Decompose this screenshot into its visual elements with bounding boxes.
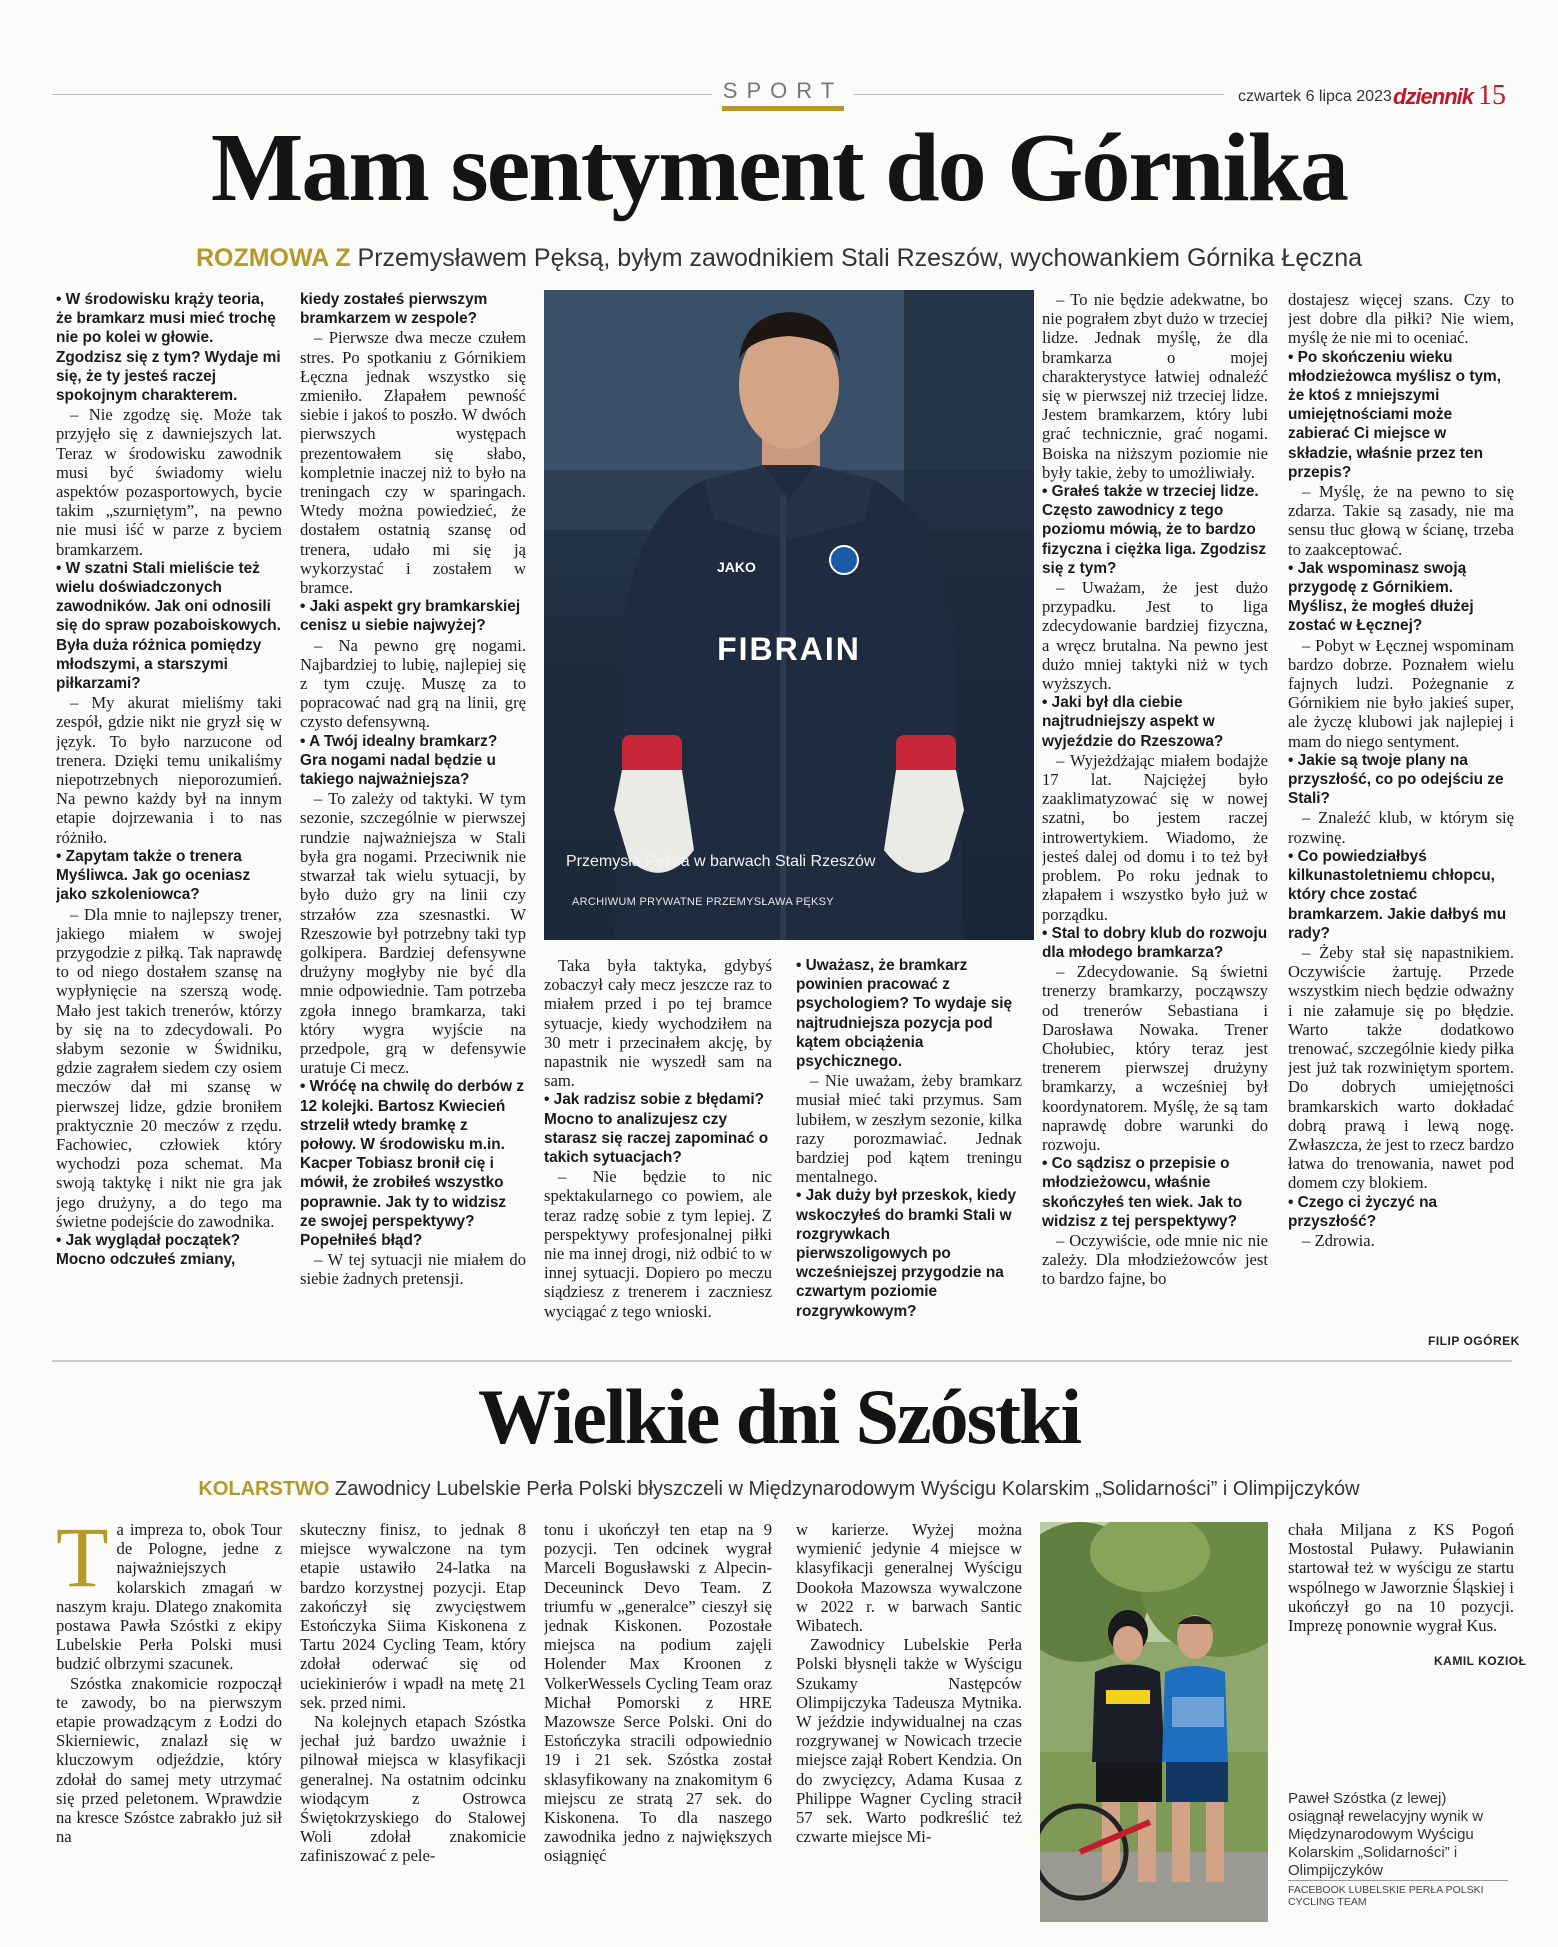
section-rule — [722, 106, 844, 111]
paragraph: chała Miljana z KS Pogoń Mostostal Puławy. Puławianin startował też w wyścigu ze startu wspólnego w Jaworznie Śląskiej i ukończył go na 10 pozycji. Imprezę ponownie wygrał Kus. — [1288, 1520, 1514, 1636]
article-2-deck: Zawodnicy Lubelskie Perła Polski błyszczeli w Międzynarodowym Wyścigu Kolarskim „Solidarności” i Olimpijczyków — [335, 1478, 1360, 1500]
interview-answer: – W tej sytuacji nie miałem do siebie żadnych pretensji. — [300, 1250, 526, 1289]
interview-question: • Jaki aspekt gry bramkarskiej cenisz u siebie najwyżej? — [300, 598, 521, 635]
interview-question: • Jaki był dla ciebie najtrudniejszy aspekt w wyjeździe do Rzeszowa? — [1042, 694, 1224, 750]
paragraph: a impreza to, obok Tour de Pologne, jedne z najważniejszych kolarskich zmagań w naszym kraju. Dlatego znakomita postawa Pawła Szóstki z ekipy Lubelskie Perła Polski musi budzić olbrzymi szacunek. — [56, 1520, 282, 1674]
interview-question: • Czego ci życzyć na przyszłość? — [1288, 1193, 1438, 1230]
paragraph: w karierze. Wyżej można wymienić jedynie 4 miejsce w klasyfikacji generalnej Wyścigu Dookoła Mazowsza wywalczone w 2022 r. w barwach Santic Wibatech. — [796, 1520, 1022, 1636]
article-2-title: Wielkie dni Szóstki — [477, 1373, 1081, 1460]
interview-answer: – Zdrowia. — [1302, 1230, 1375, 1250]
interview-question: • Jak wspominasz swoją przygodę z Górnikiem. Myślisz, że mogłeś dłużej zostać w Łęcznej? — [1288, 559, 1474, 635]
article-1-subtitle — [0, 244, 1558, 273]
interview-answer: – Myślę, że na pewno to się zdarza. Takie są zasady, nie ma sensu tłuc głową w ścianę, trzeba to zaakceptować. — [1288, 482, 1514, 559]
article-1-deck: Przemysławem Pęksą, byłym zawodnikiem Stali Rzeszów, wychowankiem Górnika Łęczna — [357, 244, 1363, 272]
interview-answer: – Wyjeżdżając miałem bodajże 17 lat. Najciężej było zaaklimatyzować się w nowej szatni, bo jestem raczej introwertykiem. Wiadomo, że jesteś dalej od domu i to też był problem. Po roku jednak to złapałem i wszystko było już w porządku. — [1042, 750, 1268, 924]
article-2-column-3 — [544, 1520, 772, 1930]
drop-cap: T — [56, 1520, 109, 1605]
interview-answer: – Oczywiście, ode mnie nic nie zależy. Dla młodzieżowców jest to bardzo fajne, bo — [1042, 1230, 1268, 1289]
article-1-column-1 — [56, 290, 282, 1354]
interview-question: • Grałeś także w trzeciej lidze. Często zawodnicy z tego poziomu mówią, że to bardzo fizyczna i ciężka liga. Zgodzisz się z tym? — [1042, 483, 1267, 577]
article-1-column-3 — [544, 956, 772, 1354]
interview-answer: – Nie uważam, żeby bramkarz musiał mieć taki przymus. Sam lubiłem, w zeszłym sezonie, kilka razy porozmawiać. Jednak bardziej pod kątem treningu mentalnego. — [796, 1071, 1022, 1187]
interview-answer: Taka była taktyka, gdybyś zobaczył cały mecz jeszcze raz to miałem przed i po tej bramce sytuacje, kiedy wychodziłem na 30 metr i przecinałem akcję, by napastnik nie wyszedł sam na sam. — [544, 956, 772, 1091]
interview-question: • Jak wyglądał początek? Mocno odczułeś zmiany, — [56, 1231, 241, 1269]
goalkeeper-photo-caption: Przemysła Pęksa w barwach Stali Rzeszów — [566, 853, 876, 870]
goalkeeper-photo — [544, 290, 1034, 940]
interview-question: • W szatni Stali mieliście też wielu doświadczonych zawodników. Jak oni odnosili się do spraw pozaboiskowych. Była duża różnica pomiędzy młodszymi, a starszymi piłkarzami? — [56, 559, 281, 693]
interview-answer: – Pobyt w Łęcznej wspominam bardzo dobrze. Poznałem wielu fajnych ludzi. Pożegnanie z Górnikiem nie było jakieś super, ale życzę klubowi jak najlepiej i mam do niego sentyment. — [1288, 635, 1514, 751]
section-label: SPORT — [722, 78, 844, 103]
article-2-byline: KAMIL KOZIOŁ — [1434, 1654, 1527, 1668]
interview-question: • Jak radzisz sobie z błędami? Mocno to analizujesz czy starasz się raczej zapominać o takich sytuacjach? — [544, 1091, 769, 1167]
cyclists-photo-caption: Paweł Szóstka (z lewej) osiągnął rewelacyjny wynik w Międzynarodowym Wyścigu Kolarskim „Solidarności” i Olimpijczyków — [1288, 1790, 1484, 1879]
issue-date: czwartek 6 lipca 2023 — [1238, 88, 1392, 105]
paragraph: tonu i ukończył ten etap na 9 pozycji. Ten odcinek wygrał Marceli Bogusławski z Alpecin-Deceuninck Devo Team. Z triumfu w „generalce” cieszył się jednak Kiskonen. Pozostałe miejsca na podium zajęli Holender Max Kroonen z VolkerWessels Cycling Team oraz Michał Pomorski z HRE Mazowsze Serce Polski. Oni do Estończyka stracili odpowiednio 19 i 21 sek. Szóstka został sklasyfikowany na znakomitym 6 miejscu ze stratą 27 sek. do Kiskonena. To dla naszego zawodnika jedno z największych osiągnięć — [544, 1520, 772, 1866]
interview-answer: – Na pewno grę nogami. Najbardziej to lubię, najlepiej się z tym czuję. Muszę za to popracować nad grą na linii, grę czysto defensywną. — [300, 635, 526, 732]
interview-answer: – Pierwsze dwa mecze czułem stres. Po spotkaniu z Górnikiem Łęczna jednak wszystko się zmieniło. Złapałem pewność siebie i jakoś to poszło. W dwóch pierwszych występach prezentowałem się słabo, kompletnie inaczej niż to było na treningach czy w sparingach. Wtedy można powiedzieć, że dostałem ostatnią szansę od trenera, udało mi się ją wykorzystać i zostałem w bramce. — [300, 328, 526, 598]
article-1-column-2 — [300, 290, 526, 1354]
article-2-column-1 — [56, 1520, 282, 1930]
interview-answer: – Zdecydowanie. Są świetni trenerzy bramkarzy, począwszy od trenerów Sebastiana i Darosława Nowaka. Trener Chołubiec, który teraz jest trenerem pierwszej drużyny bramkarzy, a wcześniej był koordynatorem. Myślę, że są tam naprawdę dobre warunki do rozwoju. — [1042, 962, 1268, 1154]
article-1-column-4 — [796, 956, 1022, 1354]
shirt-brand-text: JAKO — [717, 559, 756, 575]
interview-question: • Stal to dobry klub do rozwoju dla młodego bramkarza? — [1042, 924, 1268, 961]
interview-answer: dostajesz więcej szans. Czy to jest dobre dla piłki? Nie wiem, myślę że nie mi to oceniać. — [1288, 290, 1514, 348]
interview-question: • Jakie są twoje plany na przyszłość, co po odejściu ze Stali? — [1288, 751, 1504, 808]
interview-answer: – Znaleźć klub, w którym się rozwinę. — [1288, 808, 1514, 847]
paragraph: skuteczny finisz, to jednak 8 miejsce wywalczone na tym etapie ustawiło 24-latka na bardzo korzystnej pozycji. Etap zakończył się zwycięstwem Estończyka Siima Kiskonena z Tartu 2024 Cycling Team, który zdołał oderwać się od uciekinierów i wpadł na metę 21 sek. przed nimi. — [300, 1520, 526, 1712]
interview-question: • Co sądzisz o przepisie o młodzieżowcu, właśnie skończyłeś ten wiek. Jak to widzisz z tej perspektywy? — [1042, 1155, 1243, 1230]
interview-question: • Jak duży był przeskok, kiedy wskoczyłeś do bramki Stali w rozgrywkach pierwszoligowych po wcześniejszej przygodzie na czwartym poziomie rozgrywkowym? — [796, 1187, 1017, 1320]
interview-answer: – Żeby stał się napastnikiem. Oczywiście żartuję. Przede wszystkim niech będzie odważny i nie załamuje się po błędzie. Warto także dodatkowo trenować, szczególnie kiedy piłka jest już tak rozwiniętym sportem. Do dobrych umiejętności bramkarskich warto dokładać dobrą prawą i lewą nogę. Zwłaszcza, że jest to rzecz bardzo łatwa do trenowania, nawet pod domem czy blokiem. — [1288, 942, 1514, 1193]
article-1-byline: FILIP OGÓREK — [1428, 1334, 1520, 1348]
interview-question: • Po skończeniu wieku młodzieżowca myślisz o tym, że ktoś z mniejszymi umiejętnościami może zabierać Ci miejsce w składzie, właśnie przez ten przepis? — [1288, 348, 1501, 481]
article-2-kicker: KOLARSTWO — [198, 1478, 330, 1500]
interview-answer: – To zależy od taktyki. W tym sezonie, szczególnie w pierwszej rundzie najważniejsza w Stali była gra nogami. Przeciwnik nie stwarzał tak wielu sytuacji, by było dużo gry na linii czy strzałów zza szesnastki. W Rzeszowie był potrzebny taki typ golkipera. Bardziej defensywne drużyny mogłyby nie być dla mnie odpowiednie. Tam potrzeba zgoła innego bramkarza, taki który wygra wyjście na przedpole, grą w defensywie uratuje Ci mecz. — [300, 789, 526, 1078]
interview-answer: – Dla mnie to najlepszy trener, jakiego miałem w swojej przygodzie z piłką. Tak naprawdę to od niego dostałem szansę na wypłynięcie na szerszą wodę. Mało jest takich trenerów, którzy by się na to zdecydowali. Po słabym sezonie w Świdniku, gdzie zagrałem siedem czy osiem meczów dał mi szansę w pierwszej lidze, gdzie broniłem praktycznie 20 meczów z rzędu. Fachowiec, człowiek który wychodzi poza schemat. Ma swoją taktykę i nikt nie gra jak jego drużyny, a do tego ma świetne podejście do zawodnika. — [56, 904, 282, 1231]
newspaper-logo: dziennik — [1393, 84, 1474, 109]
interview-answer: – My akurat mieliśmy taki zespół, gdzie nikt nie gryzł się w język. To było narzucone od trenera. Dzięki temu unikaliśmy niepotrzebnych nieporozumień. Na pewno każdy był na innym etapie dojrzewania i to nas różniło. — [56, 693, 282, 847]
article-1-column-5 — [1042, 290, 1268, 1354]
article-2-subtitle — [0, 1478, 1558, 1501]
interview-question: • Wróćę na chwilę do derbów z 12 kolejki. Bartosz Kwiecień strzelił wtedy bramkę z połowy. W środowisku m.in. Kacper Tobiasz bronił cię i mówił, że zrobiłeś wszystko poprawnie. Jak ty to widzisz ze swojej perspektywy? Popełniłeś błąd? — [300, 1078, 525, 1249]
interview-answer: – Nie będzie to nic spektakularnego co powiem, ale teraz radzę sobie z tym lepiej. Z perspektywy profesjonalnej piłki nie ma innej drogi, niż odbić to w innej sytuacji. Dopiero po meczu siądziesz z trenerem i zaczniesz wyciągać z tego wnioski. — [544, 1167, 772, 1321]
paragraph: Na kolejnych etapach Szóstka jechał już bardzo uważnie i pilnował miejsca w klasyfikacji generalnej. Na ostatnim odcinku wiodącym z Ostrowca Świętokrzyskiego do Stalowej Woli zdołał znakomicie zafiniszować z pele- — [300, 1712, 526, 1866]
interview-question: • Zapytam także o trenera Myśliwca. Jak go oceniasz jako szkoleniowca? — [56, 847, 251, 904]
article-2-column-4 — [796, 1520, 1022, 1930]
article-2-column-5 — [1288, 1520, 1514, 1648]
goalkeeper-photo-credit: ARCHIWUM PRYWATNE PRZEMYSŁAWA PĘKSY — [572, 896, 834, 908]
article-1-title: Mam sentyment do Górnika — [210, 114, 1348, 222]
shirt-sponsor-text: FIBRAIN — [717, 631, 861, 667]
cyclists-photo-credit: FACEBOOK LUBELSKIE PERŁA POLSKI CYCLING TEAM — [1288, 1880, 1508, 1908]
interview-answer: – Nie zgodzę się. Może tak przyjęło się z dawniejszych lat. Teraz w środowisku zawodnik musi być świadomy wielu aspektów pozasportowych, bycie takim „szurniętym”, na pewno nie musi iść w parze z byciem bramkarzem. — [56, 405, 282, 559]
article-2-column-2 — [300, 1520, 526, 1930]
paragraph: Szóstka znakomicie rozpoczął te zawody, bo na pierwszym etapie prowadzącym z Łodzi do Skierniewic, znalazł się w kluczowym odjeździe, który zdołał do samej mety utrzymać się przed peletonem. Wprawdzie na kresce Szóstce zabrakło już sił na — [56, 1673, 282, 1847]
interview-question: • W środowisku krąży teoria, że bramkarz musi mieć trochę nie po kolei w głowie. Zgodzisz się z tym? Wydaje mi się, że ty jesteś raczej spokojnym charakterem. — [56, 291, 281, 405]
interview-question: kiedy zostałeś pierwszym bramkarzem w zespole? — [300, 291, 488, 328]
interview-answer: – To nie będzie adekwatne, bo nie pograłem zbyt dużo w trzeciej lidze. Jednak myślę, że dla bramkarza o mojej charakterystyce łatwiej odnaleźć się w pierwszej niż trzeciej lidze. Jestem bramkarzem, który lubi grać technicznie, grać nogami. Boiska na niższym poziomie nie były takie, żeby to umożliwiały. — [1042, 290, 1268, 482]
paragraph: Zawodnicy Lubelskie Perła Polski błysnęli także w Wyścigu Szukamy Następców Olimpijczyka Tadeusza Mytnika. W jeździe indywidualnej na czas rozgrywanej w Nowicach trzecie miejsce zajął Robert Kendzia. On do zwycięzcy, Adama Kusaa z Philippe Wagner Cycling stracił 57 sek. Warto podkreślić też czwarte miejsce Mi- — [796, 1635, 1022, 1847]
article-1-kicker: ROZMOWA Z — [195, 244, 351, 272]
interview-question: • Co powiedziałbyś kilkunastoletniemu chłopcu, który chce zostać bramkarzem. Jakie dałbyś mu rady? — [1288, 847, 1507, 942]
interview-answer: – Uważam, że jest dużo przypadku. Jest to liga zdecydowanie bardziej fizyczna, a wręcz brutalna. Na pewno jest dużo mniej taktyki niż w tych wyższych. — [1042, 578, 1268, 694]
article-divider — [52, 1360, 1512, 1362]
page-number: 15 — [1478, 80, 1506, 111]
interview-question: • A Twój idealny bramkarz? Gra nogami nadal będzie u takiego najważniejsza? — [300, 732, 498, 789]
cyclists-photo — [1040, 1522, 1268, 1922]
article-1-column-6 — [1288, 290, 1514, 1336]
interview-question: • Uważasz, że bramkarz powinien pracować z psychologiem? To wydaje się najtrudniejsza pozycja pod kątem obciążenia psychicznego. — [796, 957, 1013, 1071]
